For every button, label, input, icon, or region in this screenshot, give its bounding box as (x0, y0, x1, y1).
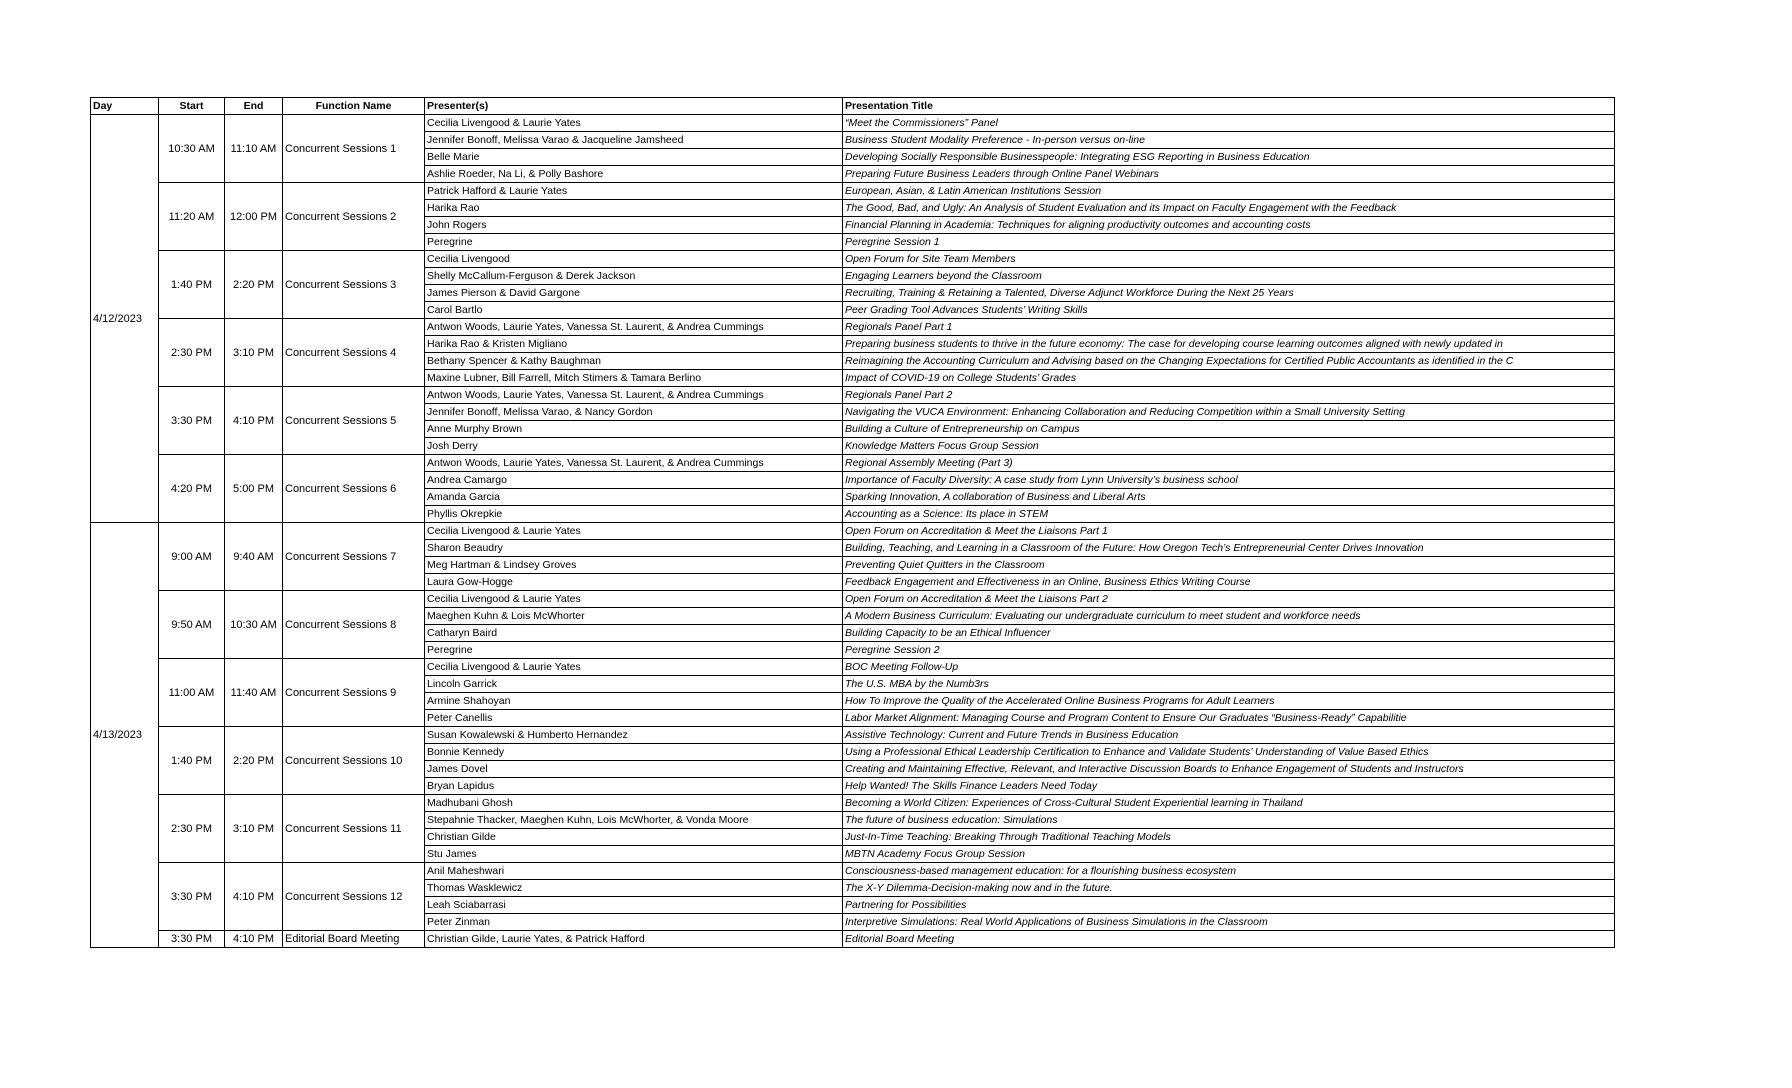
end-time: 2:20 PM (225, 251, 283, 319)
start-time: 1:40 PM (159, 727, 225, 795)
presentation-title-cell: The Good, Bad, and Ugly: An Analysis of Student Evaluation and its Impact on Faculty Engagement with the Feedback (843, 200, 1615, 217)
presenters-cell: Antwon Woods, Laurie Yates, Vanessa St. Laurent, & Andrea Cummings (425, 455, 843, 472)
presenters-cell: Stu James (425, 846, 843, 863)
presenters-cell: Christian Gilde (425, 829, 843, 846)
presentation-title-cell: Partnering for Possibilities (843, 897, 1615, 914)
presentation-title-cell: Preparing business students to thrive in the future economy: The case for developing course learning outcomes aligned with newly updated in (843, 336, 1615, 353)
presenters-cell: Anil Maheshwari (425, 863, 843, 880)
presenters-cell: Harika Rao & Kristen Migliano (425, 336, 843, 353)
presentation-title-cell: Regional Assembly Meeting (Part 3) (843, 455, 1615, 472)
presentation-title-cell: Peer Grading Tool Advances Students’ Writing Skills (843, 302, 1615, 319)
table-row (91, 931, 1615, 948)
presentation-title-cell: Consciousness-based management education: for a flourishing business ecosystem (843, 863, 1615, 880)
presenters-cell: Christian Gilde, Laurie Yates, & Patrick Hafford (425, 931, 843, 948)
day-group (91, 115, 1615, 523)
header-start: Start (159, 98, 225, 115)
header-function-name: Function Name (283, 98, 425, 115)
end-time: 5:00 PM (225, 455, 283, 523)
function-name: Concurrent Sessions 9 (283, 659, 425, 727)
presentation-title-cell: Open Forum for Site Team Members (843, 251, 1615, 268)
presentation-title-cell: Help Wanted! The Skills Finance Leaders Need Today (843, 778, 1615, 795)
end-time: 3:10 PM (225, 319, 283, 387)
presenters-cell: Thomas Wasklewicz (425, 880, 843, 897)
presentation-title-cell: Sparking Innovation, A collaboration of Business and Liberal Arts (843, 489, 1615, 506)
function-name: Concurrent Sessions 12 (283, 863, 425, 931)
presenters-cell: James Dovel (425, 761, 843, 778)
presenters-cell: James Pierson & David Gargone (425, 285, 843, 302)
presenters-cell: Harika Rao (425, 200, 843, 217)
presenters-cell: Amanda Garcia (425, 489, 843, 506)
function-name: Concurrent Sessions 10 (283, 727, 425, 795)
end-time: 4:10 PM (225, 387, 283, 455)
end-time: 4:10 PM (225, 863, 283, 931)
presentation-title-cell: Editorial Board Meeting (843, 931, 1615, 948)
presentation-title-cell: Creating and Maintaining Effective, Relevant, and Interactive Discussion Boards to Enhance Engagement of Students and Instructors (843, 761, 1615, 778)
presenters-cell: Peter Canellis (425, 710, 843, 727)
table-row (91, 863, 1615, 880)
header-day: Day (91, 98, 159, 115)
presentation-title-cell: Feedback Engagement and Effectiveness in an Online, Business Ethics Writing Course (843, 574, 1615, 591)
presentation-title-cell: Navigating the VUCA Environment: Enhancing Collaboration and Reducing Competition within a Small University Setting (843, 404, 1615, 421)
presenters-cell: Cecilia Livengood & Laurie Yates (425, 115, 843, 132)
presenters-cell: Cecilia Livengood & Laurie Yates (425, 591, 843, 608)
presentation-title-cell: Preparing Future Business Leaders through Online Panel Webinars (843, 166, 1615, 183)
presentation-title-cell: How To Improve the Quality of the Accelerated Online Business Programs for Adult Learners (843, 693, 1615, 710)
end-time: 2:20 PM (225, 727, 283, 795)
presenters-cell: Carol Bartlo (425, 302, 843, 319)
presentation-title-cell: Assistive Technology: Current and Future Trends in Business Education (843, 727, 1615, 744)
presentation-title-cell: Just-In-Time Teaching: Breaking Through Traditional Teaching Models (843, 829, 1615, 846)
start-time: 2:30 PM (159, 319, 225, 387)
presentation-title-cell: Regionals Panel Part 2 (843, 387, 1615, 404)
header-row (91, 98, 1615, 115)
table-header (91, 98, 1615, 115)
presentation-title-cell: Engaging Learners beyond the Classroom (843, 268, 1615, 285)
presentation-title-cell: Recruiting, Training & Retaining a Talented, Diverse Adjunct Workforce During the Next 25 Years (843, 285, 1615, 302)
start-time: 1:40 PM (159, 251, 225, 319)
presenters-cell: Antwon Woods, Laurie Yates, Vanessa St. Laurent, & Andrea Cummings (425, 319, 843, 336)
start-time: 3:30 PM (159, 387, 225, 455)
table-row (91, 659, 1615, 676)
presentation-title-cell: Becoming a World Citizen: Experiences of Cross-Cultural Student Experiential learning in Thailand (843, 795, 1615, 812)
presentation-title-cell: The X-Y Dilemma-Decision-making now and in the future. (843, 880, 1615, 897)
presentation-title-cell: Regionals Panel Part 1 (843, 319, 1615, 336)
presenters-cell: Josh Derry (425, 438, 843, 455)
end-time: 9:40 AM (225, 523, 283, 591)
presenters-cell: Ashlie Roeder, Na Li, & Polly Bashore (425, 166, 843, 183)
presenters-cell: Belle Marie (425, 149, 843, 166)
presenters-cell: Susan Kowalewski & Humberto Hernandez (425, 727, 843, 744)
presenters-cell: Cecilia Livengood (425, 251, 843, 268)
presentation-title-cell: Peregrine Session 2 (843, 642, 1615, 659)
presenters-cell: Maeghen Kuhn & Lois McWhorter (425, 608, 843, 625)
presentation-title-cell: Business Student Modality Preference - In-person versus on-line (843, 132, 1615, 149)
presentation-title-cell: Importance of Faculty Diversity: A case study from Lynn University’s business school (843, 472, 1615, 489)
table-row (91, 523, 1615, 540)
start-time: 11:20 AM (159, 183, 225, 251)
table-row (91, 591, 1615, 608)
table-row (91, 387, 1615, 404)
function-name: Concurrent Sessions 3 (283, 251, 425, 319)
presentation-title-cell: “Meet the Commissioners” Panel (843, 115, 1615, 132)
presenters-cell: Cecilia Livengood & Laurie Yates (425, 523, 843, 540)
presenters-cell: Laura Gow-Hogge (425, 574, 843, 591)
presentation-title-cell: Interpretive Simulations: Real World Applications of Business Simulations in the Classroom (843, 914, 1615, 931)
start-time: 2:30 PM (159, 795, 225, 863)
presentation-title-cell: Accounting as a Science: Its place in STEM (843, 506, 1615, 523)
presentation-title-cell: Labor Market Alignment: Managing Course and Program Content to Ensure Our Graduates “Business-Ready” Capabilitie (843, 710, 1615, 727)
end-time: 11:10 AM (225, 115, 283, 183)
presentation-title-cell: Peregrine Session 1 (843, 234, 1615, 251)
presenters-cell: Leah Sciabarrasi (425, 897, 843, 914)
presenters-cell: Anne Murphy Brown (425, 421, 843, 438)
header-presenters: Presenter(s) (425, 98, 843, 115)
day-group (91, 523, 1615, 948)
presenters-cell: Peregrine (425, 234, 843, 251)
start-time: 3:30 PM (159, 863, 225, 931)
start-time: 11:00 AM (159, 659, 225, 727)
function-name: Editorial Board Meeting (283, 931, 425, 948)
day-cell: 4/13/2023 (91, 523, 159, 948)
function-name: Concurrent Sessions 8 (283, 591, 425, 659)
presentation-title-cell: Open Forum on Accreditation & Meet the Liaisons Part 1 (843, 523, 1615, 540)
function-name: Concurrent Sessions 5 (283, 387, 425, 455)
presenters-cell: Shelly McCallum-Ferguson & Derek Jackson (425, 268, 843, 285)
function-name: Concurrent Sessions 1 (283, 115, 425, 183)
presenters-cell: Maxine Lubner, Bill Farrell, Mitch Stimers & Tamara Berlino (425, 370, 843, 387)
function-name: Concurrent Sessions 11 (283, 795, 425, 863)
presentation-title-cell: Preventing Quiet Quitters in the Classroom (843, 557, 1615, 574)
presenters-cell: Catharyn Baird (425, 625, 843, 642)
start-time: 9:50 AM (159, 591, 225, 659)
schedule-sheet (90, 97, 1614, 948)
end-time: 3:10 PM (225, 795, 283, 863)
table-row (91, 183, 1615, 200)
presentation-title-cell: The future of business education: Simulations (843, 812, 1615, 829)
end-time: 12:00 PM (225, 183, 283, 251)
presentation-title-cell: European, Asian, & Latin American Institutions Session (843, 183, 1615, 200)
presentation-title-cell: Reimagining the Accounting Curriculum and Advising based on the Changing Expectations for Certified Public Accountants as identified in the C (843, 353, 1615, 370)
presenters-cell: Patrick Hafford & Laurie Yates (425, 183, 843, 200)
presenters-cell: Bryan Lapidus (425, 778, 843, 795)
presenters-cell: Peter Zinman (425, 914, 843, 931)
start-time: 9:00 AM (159, 523, 225, 591)
end-time: 4:10 PM (225, 931, 283, 948)
function-name: Concurrent Sessions 6 (283, 455, 425, 523)
presenters-cell: Lincoln Garrick (425, 676, 843, 693)
presenters-cell: Meg Hartman & Lindsey Groves (425, 557, 843, 574)
end-time: 11:40 AM (225, 659, 283, 727)
table-row (91, 795, 1615, 812)
start-time: 4:20 PM (159, 455, 225, 523)
presenters-cell: Andrea Camargo (425, 472, 843, 489)
start-time: 10:30 AM (159, 115, 225, 183)
table-row (91, 455, 1615, 472)
presentation-title-cell: Open Forum on Accreditation & Meet the Liaisons Part 2 (843, 591, 1615, 608)
presenters-cell: Phyllis Okrepkie (425, 506, 843, 523)
presenters-cell: Cecilia Livengood & Laurie Yates (425, 659, 843, 676)
presentation-title-cell: Building Capacity to be an Ethical Influencer (843, 625, 1615, 642)
presenters-cell: Jennifer Bonoff, Melissa Varao, & Nancy Gordon (425, 404, 843, 421)
presentation-title-cell: Impact of COVID-19 on College Students’ Grades (843, 370, 1615, 387)
presentation-title-cell: Building, Teaching, and Learning in a Classroom of the Future: How Oregon Tech’s Entrepreneurial Center Drives Innovation (843, 540, 1615, 557)
table-row (91, 727, 1615, 744)
presentation-title-cell: Using a Professional Ethical Leadership Certification to Enhance and Validate Students’ Understanding of Value Based Ethics (843, 744, 1615, 761)
header-presentation-title: Presentation Title (843, 98, 1615, 115)
schedule-table (90, 97, 1615, 948)
presenters-cell: John Rogers (425, 217, 843, 234)
start-time: 3:30 PM (159, 931, 225, 948)
function-name: Concurrent Sessions 7 (283, 523, 425, 591)
presentation-title-cell: The U.S. MBA by the Numb3rs (843, 676, 1615, 693)
table-row (91, 251, 1615, 268)
function-name: Concurrent Sessions 4 (283, 319, 425, 387)
presenters-cell: Peregrine (425, 642, 843, 659)
presenters-cell: Stepahnie Thacker, Maeghen Kuhn, Lois McWhorter, & Vonda Moore (425, 812, 843, 829)
table-row (91, 319, 1615, 336)
presentation-title-cell: BOC Meeting Follow-Up (843, 659, 1615, 676)
presenters-cell: Bonnie Kennedy (425, 744, 843, 761)
presentation-title-cell: Financial Planning in Academia: Techniques for aligning productivity outcomes and accounting costs (843, 217, 1615, 234)
presenters-cell: Jennifer Bonoff, Melissa Varao & Jacqueline Jamsheed (425, 132, 843, 149)
presenters-cell: Armine Shahoyan (425, 693, 843, 710)
header-end: End (225, 98, 283, 115)
end-time: 10:30 AM (225, 591, 283, 659)
presenters-cell: Bethany Spencer & Kathy Baughman (425, 353, 843, 370)
table-row (91, 115, 1615, 132)
presenters-cell: Antwon Woods, Laurie Yates, Vanessa St. Laurent, & Andrea Cummings (425, 387, 843, 404)
function-name: Concurrent Sessions 2 (283, 183, 425, 251)
presentation-title-cell: Developing Socially Responsible Businesspeople: Integrating ESG Reporting in Business Education (843, 149, 1615, 166)
presentation-title-cell: MBTN Academy Focus Group Session (843, 846, 1615, 863)
presentation-title-cell: A Modern Business Curriculum: Evaluating our undergraduate curriculum to meet student and workforce needs (843, 608, 1615, 625)
presenters-cell: Sharon Beaudry (425, 540, 843, 557)
presentation-title-cell: Building a Culture of Entrepreneurship on Campus (843, 421, 1615, 438)
day-cell: 4/12/2023 (91, 115, 159, 523)
presenters-cell: Madhubani Ghosh (425, 795, 843, 812)
presentation-title-cell: Knowledge Matters Focus Group Session (843, 438, 1615, 455)
